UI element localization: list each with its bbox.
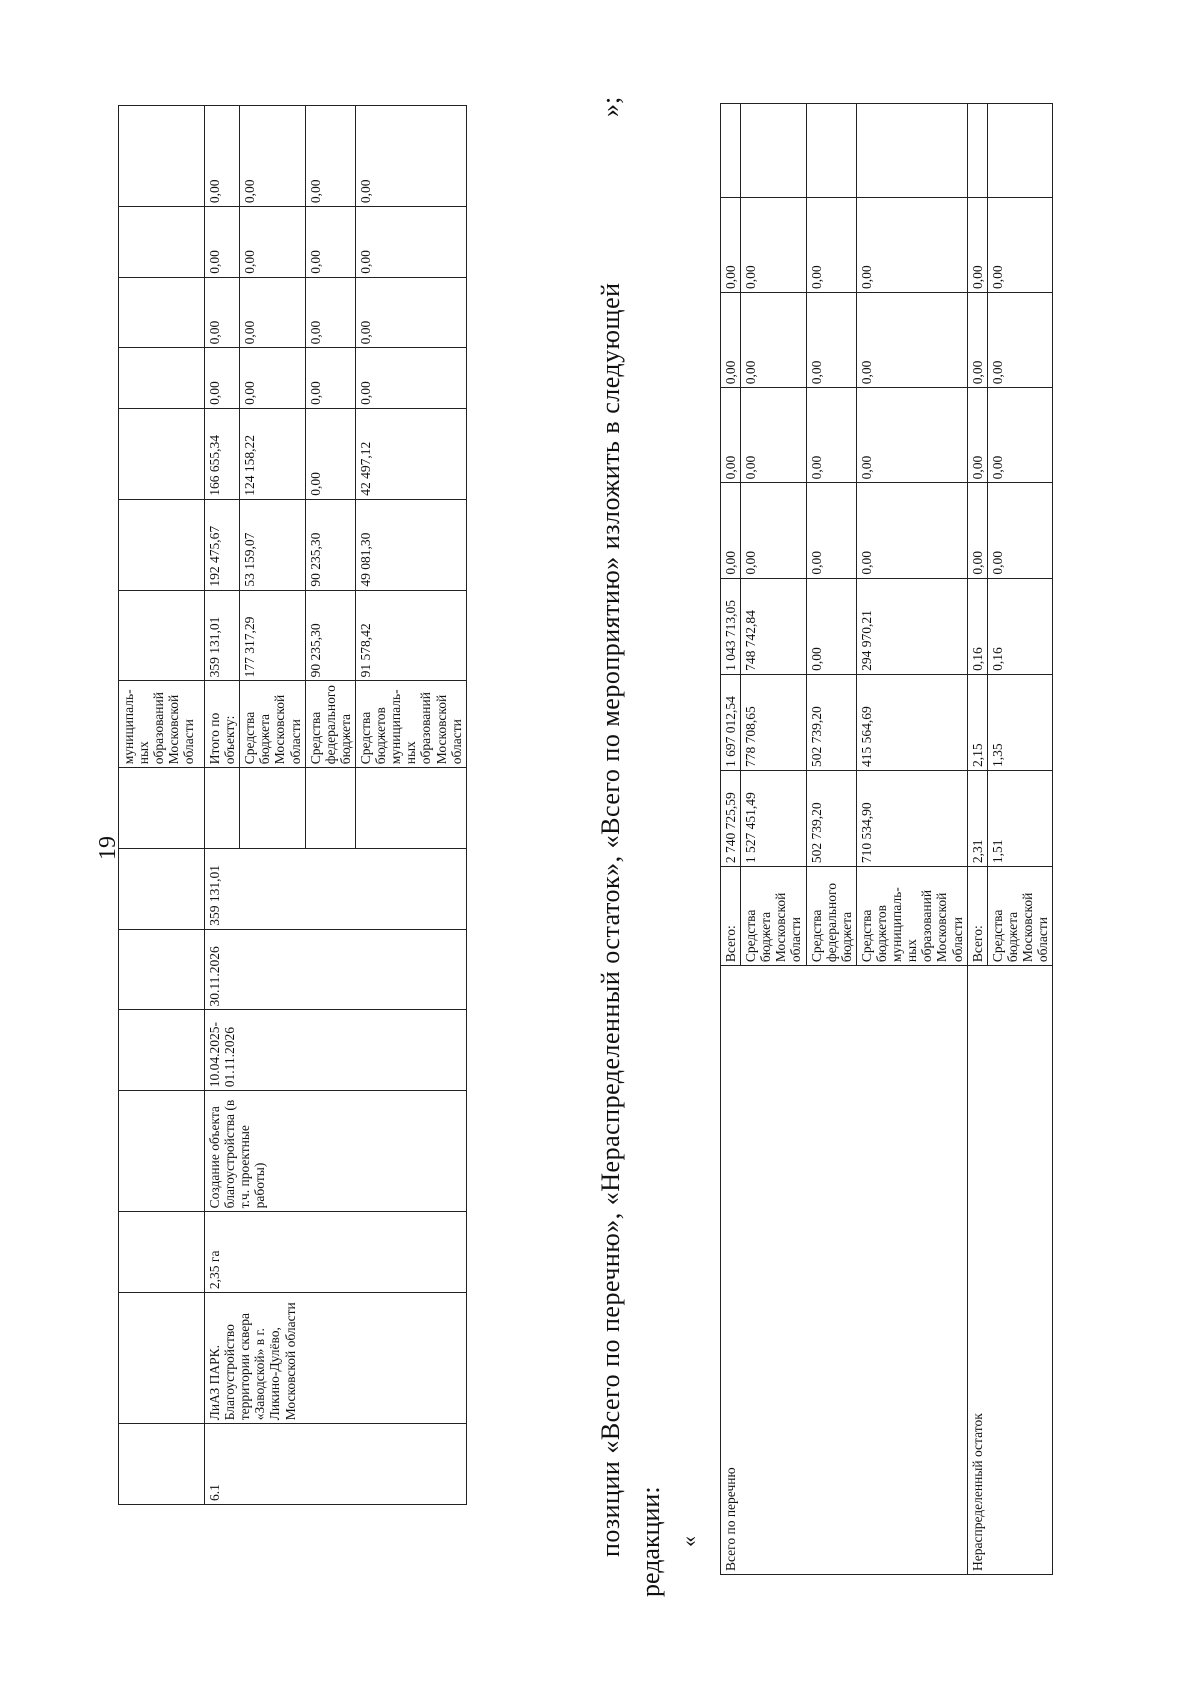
value-cell: 0,00 bbox=[967, 483, 987, 578]
value-cell: 0,00 bbox=[721, 197, 741, 292]
total-label: Всего по перечню bbox=[721, 966, 968, 1575]
value-cell: 0,00 bbox=[355, 106, 466, 207]
value-cell: 0,00 bbox=[856, 388, 967, 483]
value-cell: 1,51 bbox=[987, 770, 1052, 866]
page-number: 19 bbox=[95, 836, 121, 860]
value-cell: 0,00 bbox=[741, 197, 806, 292]
value-cell: 2 740 725,59 bbox=[721, 770, 741, 866]
value-cell: 0,00 bbox=[305, 207, 355, 278]
value-cell: 166 655,34 bbox=[205, 408, 240, 499]
table-row bbox=[967, 104, 987, 1575]
value-cell: 0,00 bbox=[987, 388, 1052, 483]
value-cell: 778 708,65 bbox=[741, 674, 806, 770]
work-dates: 10.04.2025-01.11.2026 bbox=[205, 1010, 467, 1091]
value-cell: 0,00 bbox=[240, 106, 305, 207]
source-label: Средства бюджета Московской области bbox=[987, 867, 1052, 966]
value-cell: 0,00 bbox=[741, 292, 806, 387]
value-cell: 124 158,22 bbox=[240, 408, 305, 499]
value-cell: 42 497,12 bbox=[355, 408, 466, 499]
value-cell: 1 527 451,49 bbox=[741, 770, 806, 866]
value-cell: 0,16 bbox=[967, 578, 987, 674]
value-cell: 0,00 bbox=[721, 483, 741, 578]
value-cell: 0,00 bbox=[240, 277, 305, 348]
value-cell: 0,00 bbox=[987, 292, 1052, 387]
value-cell: 0,00 bbox=[305, 106, 355, 207]
value-cell: 415 564,69 bbox=[856, 674, 967, 770]
value-cell: 90 235,30 bbox=[305, 499, 355, 590]
source-label: Средства федерального бюджета bbox=[305, 681, 355, 768]
value-cell: 0,00 bbox=[205, 106, 240, 207]
value-cell: 0,00 bbox=[967, 292, 987, 387]
value-cell: 0,00 bbox=[355, 207, 466, 278]
value-cell: 0,00 bbox=[305, 408, 355, 499]
table-row bbox=[119, 106, 205, 1505]
source-label: Итого по объекту: bbox=[205, 681, 240, 768]
value-cell: 0,00 bbox=[806, 388, 856, 483]
value-cell: 0,00 bbox=[806, 483, 856, 578]
value-cell: 0,00 bbox=[967, 197, 987, 292]
source-label: Средства бюджетов муниципаль-ных образований Московской области bbox=[355, 681, 466, 768]
value-cell: 0,00 bbox=[806, 578, 856, 674]
object-table bbox=[118, 105, 467, 1505]
value-cell: 0,00 bbox=[240, 348, 305, 409]
value-cell: 1 043 713,05 bbox=[721, 578, 741, 674]
table-row bbox=[721, 104, 741, 1575]
value-cell: 53 159,07 bbox=[240, 499, 305, 590]
value-cell: 0,00 bbox=[355, 348, 466, 409]
rest-label: Нераспределенный остаток bbox=[967, 966, 1053, 1575]
source-label: Средства федерального бюджета bbox=[806, 867, 856, 966]
value-cell: 0,00 bbox=[721, 292, 741, 387]
open-date: 30.11.2026 bbox=[205, 929, 467, 1010]
value-cell: 177 317,29 bbox=[240, 590, 305, 681]
source-label: Средства бюджета Московской области bbox=[741, 867, 806, 966]
value-cell: 748 742,84 bbox=[741, 578, 806, 674]
value-cell: 0,00 bbox=[741, 388, 806, 483]
source-label: Средства бюджетов муниципаль-ных образований Московской области bbox=[856, 867, 967, 966]
value-cell: 0,00 bbox=[205, 277, 240, 348]
object-name: ЛиАЗ ПАРК. Благоустройство территории сквера «Заводской» в г. Ликино-Дулёво, Московской области bbox=[205, 1293, 467, 1424]
value-cell: 0,16 bbox=[987, 578, 1052, 674]
value-cell: 91 578,42 bbox=[355, 590, 466, 681]
value-cell: 0,00 bbox=[305, 348, 355, 409]
opening-quote: « bbox=[676, 1536, 701, 1547]
value-cell: 0,00 bbox=[305, 277, 355, 348]
value-cell: 0,00 bbox=[967, 388, 987, 483]
totals-table bbox=[720, 103, 1053, 1575]
source-label: Всего: bbox=[967, 867, 987, 966]
value-cell: 710 534,90 bbox=[856, 770, 967, 866]
value-cell: 502 739,20 bbox=[806, 770, 856, 866]
table-row bbox=[205, 106, 240, 1505]
instruction-text: позиции «Всего по перечню», «Нераспределенный остаток», «Всего по мероприятию» изложить в следующей bbox=[596, 282, 625, 1557]
value-cell: 1 697 012,54 bbox=[721, 674, 741, 770]
value-cell: 359 131,01 bbox=[205, 590, 240, 681]
value-cell: 0,00 bbox=[806, 292, 856, 387]
instruction-text-cont: редакции: bbox=[636, 1486, 665, 1597]
value-cell: 0,00 bbox=[987, 197, 1052, 292]
closing-quote: »; bbox=[596, 96, 625, 117]
row-number: 6.1 bbox=[205, 1424, 467, 1505]
value-cell: 0,00 bbox=[741, 483, 806, 578]
work-type: Создание объекта благоустройства (в т.ч. проектные работы) bbox=[205, 1091, 467, 1212]
value-cell: 0,00 bbox=[240, 207, 305, 278]
object-area: 2,35 га bbox=[205, 1212, 467, 1293]
source-label: Средства бюджета Московской области bbox=[240, 681, 305, 768]
value-cell: 2,31 bbox=[967, 770, 987, 866]
value-cell: 90 235,30 bbox=[305, 590, 355, 681]
funding-source-cell: муниципаль-ных образований Московской области bbox=[119, 681, 205, 768]
value-cell: 0,00 bbox=[355, 277, 466, 348]
value-cell: 0,00 bbox=[205, 348, 240, 409]
source-label: Всего: bbox=[721, 867, 741, 966]
value-cell: 502 739,20 bbox=[806, 674, 856, 770]
value-cell: 0,00 bbox=[987, 483, 1052, 578]
value-cell: 0,00 bbox=[721, 388, 741, 483]
value-cell: 0,00 bbox=[205, 207, 240, 278]
value-cell: 0,00 bbox=[806, 197, 856, 292]
value-cell: 294 970,21 bbox=[856, 578, 967, 674]
limit-value: 359 131,01 bbox=[205, 849, 467, 930]
value-cell: 2,15 bbox=[967, 674, 987, 770]
value-cell: 192 475,67 bbox=[205, 499, 240, 590]
value-cell: 0,00 bbox=[856, 197, 967, 292]
value-cell: 0,00 bbox=[856, 292, 967, 387]
value-cell: 49 081,30 bbox=[355, 499, 466, 590]
value-cell: 1,35 bbox=[987, 674, 1052, 770]
value-cell: 0,00 bbox=[856, 483, 967, 578]
